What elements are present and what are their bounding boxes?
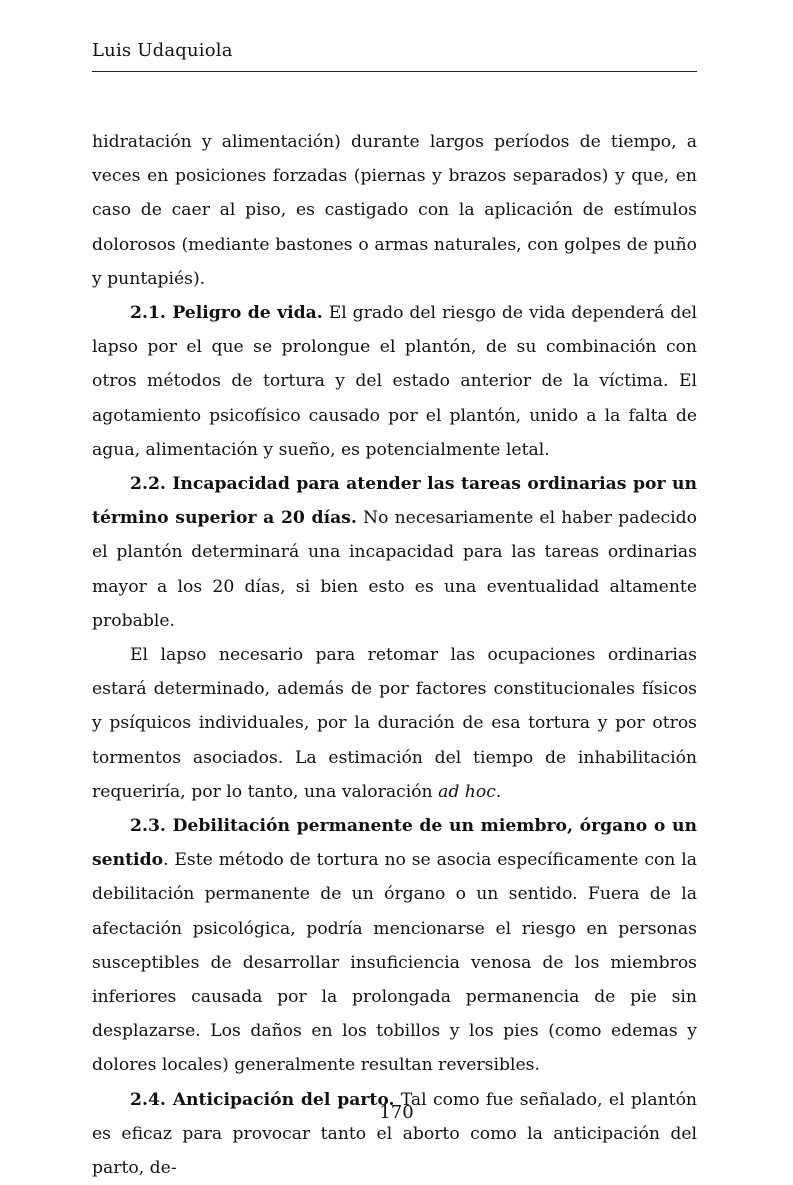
section-heading: 2.4. Anticipación del parto.	[130, 1089, 395, 1110]
paragraph-section-2-1	[92, 296, 697, 467]
paragraph-text: . Este método de tortura no se asocia específicamente con la debilitación permanente de un órgano o un sentido. Fuera de la afectación psicológica, podría mencionarse el riesgo en personas susceptibles de desarrollar insuficiencia venosa de los miembros inferiores causada por la prolongada permanencia de pie sin desplazarse. Los daños en los tobillos y los pies (como edemas y dolores locales) generalmente resultan reversibles.	[92, 850, 697, 1076]
paragraph-lapso	[92, 638, 697, 809]
italic-term: ad hoc	[438, 781, 496, 802]
paragraph-section-2-4	[92, 1083, 697, 1185]
section-heading: 2.1. Peligro de vida.	[130, 303, 323, 324]
body-text	[92, 125, 697, 1185]
paragraph-text: No necesariamente el haber padecido el plantón determinará una incapacidad para las tareas ordinarias mayor a los 20 días, si bien esto es una eventualidad altamente probable.	[92, 508, 697, 631]
section-heading: 2.3. Debilitación permanente de un miembro, órgano o un sentido	[92, 816, 697, 871]
paragraph-text: El lapso necesario para retomar las ocupaciones ordinarias estará determinado, además de por factores constitucionales físicos y psíquicos individuales, por la duración de esa tortura y por otros tormentos asociados. La estimación del tiempo de inhabilitación requeriría, por lo tanto, una valoración	[92, 645, 697, 802]
paragraph-continuation	[92, 125, 697, 296]
page-number: 170	[379, 1102, 414, 1123]
header-divider	[92, 71, 697, 72]
paragraph-text: Tal como fue señalado, el plantón es eficaz para provocar tanto el aborto como la anticipación del parto, de-	[92, 1089, 697, 1179]
paragraph-section-2-2	[92, 467, 697, 638]
paragraph-text: hidratación y alimentación) durante largos períodos de tiempo, a veces en posiciones forzadas (piernas y brazos separados) y que, en caso de caer al piso, es castigado con la aplicación de estímulos dolorosos (mediante bastones o armas naturales, con golpes de puño y puntapiés).	[92, 132, 697, 289]
paragraph-text: El grado del riesgo de vida dependerá del lapso por el que se prolongue el plantón, de su combinación con otros métodos de tortura y del estado anterior de la víctima. El agotamiento psicofísico causado por el plantón, unido a la falta de agua, alimentación y sueño, es potencialmente letal.	[92, 303, 697, 460]
section-heading: 2.2. Incapacidad para atender las tareas ordinarias por un término superior a 20 días.	[92, 474, 697, 529]
running-header-author: Luis Udaquiola	[92, 40, 233, 61]
paragraph-tail: .	[495, 781, 502, 802]
paragraph-section-2-3	[92, 809, 697, 1083]
